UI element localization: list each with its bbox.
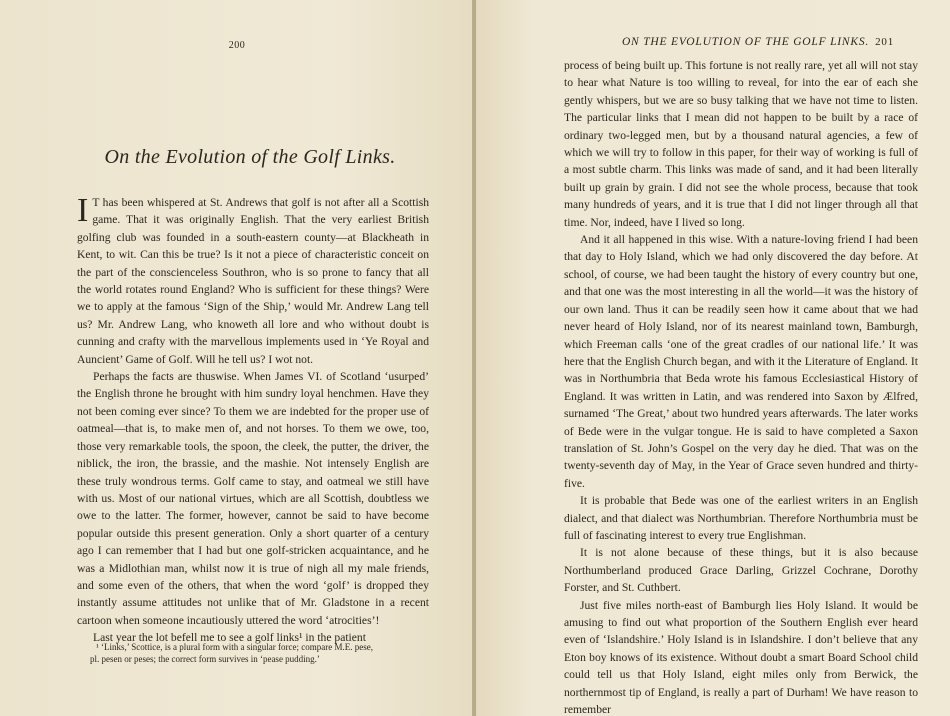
footnote-line-1: ¹ ‘Links,’ Scottice, is a plural form with a singular force; compare M.E. pese,	[96, 642, 373, 652]
drop-cap: I	[77, 192, 89, 229]
right-text-column	[564, 57, 918, 716]
right-paragraph-2: And it all happened in this wise. With a nature-loving friend I had been that day to Holy Island, which we had only discovered the day before. At school, of course, we had been taught the history of every country but one, and that one was the most interesting in all the world—it was the history of our own land. Thus it can be readily seen how it came about that we had never heard of Holy Island, nor of its nearest mainland town, Bamburgh, which Freeman calls ‘one of the great cradles of our national life.’ It was here that the English Church began, and with it the Literature of England. It was in Northumbria that Beda wrote his famous Ecclesiastical History of England. It was written in Latin, and was rendered into Saxon by Ælfred, surnamed ‘The Great,’ about two hundred years afterwards. The later works of Bede were in the vulgar tongue. He is said to have completed a Saxon translation of St. John’s Gospel on the very day he died. That was on the twenty-seventh day of May, in the Year of Grace seven hundred and thirty-five.	[564, 233, 918, 490]
right-paragraph-3: It is probable that Bede was one of the earliest writers in an English dialect, and that dialect was Northumbrian. Therefore Northumbria must be full of fascinating interest to every true Englishman.	[564, 494, 918, 542]
right-paragraph-5: Just five miles north-east of Bamburgh lies Holy Island. It would be amusing to find out what proportion of the Southern English ever heard even of ‘Islandshire.’ Holy Island is in Islandshire. I don’t believe that any Eton boy knows of its existence. Without doubt a smart Board School child could tell us that Holy Island, eight miles only from Berwick, the northernmost tip of England, is really a part of Durham! We have reason to remember	[564, 598, 918, 716]
paragraph-1	[77, 194, 429, 368]
page-number-right: 201	[875, 36, 894, 48]
page-number-left: 200	[228, 40, 246, 51]
left-page	[0, 0, 474, 716]
right-paragraph-1: process of being built up. This fortune is not really rare, yet all will not stay to hear what Nature is too willing to reveal, for into the ear of each she gently whispers, but we are so busy talking that we have not time to listen. The particular links that I mean did not happen to be built by a race of ordinary two-legged men, but by a thousand natural agencies, a few of which we will try to follow in this paper, for their way of working is full of a most subtle charm. This links was made of sand, and it had been literally built up grain by grain. I did not see the whole process, because that took many hundreds of years, and it is true that I did not linger through all that time. Nor, indeed, have I lived so long.	[564, 59, 918, 229]
right-paragraph-4: It is not alone because of these things, but it is also because Northumberland produced Grace Darling, Grizzel Cochrane, Dorothy Forster, and St. Cuthbert.	[564, 546, 918, 595]
paragraph-1-text: T has been whispered at St. Andrews that golf is not after all a Scottish game. That it was originally English. That the very earliest British golfing club was founded in a south-eastern county—at Blackheath in Kent, to wit. Can this be true? Is it not a piece of characteristic conceit on the part of the conscienceless Southron, who is so prone to fancy that all the world rotates round England? Who is sufficient for these things? Were we to apply at the famous ‘Sign of the Ship,’ would Mr. Andrew Lang tell us? Mr. Andrew Lang, who knoweth all lore and who without doubt is cunning and crafty with the marvellous implements used in ‘Ye Royal and Auncient’ Game of Golf. Will he tell us? I wot not.	[77, 196, 429, 366]
footnote	[90, 641, 430, 665]
chapter-title: On the Evolution of the Golf Links.	[104, 146, 396, 168]
footnote-line-2: pl. pesen or peses; the correct form survives in ‘pease pudding.’	[90, 654, 320, 664]
running-head	[564, 36, 894, 48]
left-text-column	[77, 194, 429, 647]
paragraph-2: Perhaps the facts are thuswise. When James VI. of Scotland ‘usurped’ the English throne he brought with him sundry loyal henchmen. Have they not been coming ever since? To them we are indebted for the proper use of oatmeal—that is, to make men of, and not horses. To them we owe, too, those very remarkable tools, the spoon, the cleek, the putter, the driver, the niblick, the iron, the brassie, and the mashie. Not intensely English are these truly wondrous terms. Golf came to stay, and oatmeal we still have with us. Most of our national virtues, which are all Scottish, doubtless we owe to the latter. The former, however, cannot be said to have become popular outside this present generation. Only a short quarter of a century ago I can remember that I had but one golf-stricken acquaintance, and he was a Midlothian man, whilst now it is true of nigh all my male friends, and some even of the others, that when the word ‘golf’ is dropped they instantly assume attitudes not unlike that of Mr. Gladstone in a recent cartoon when someone incautiously uttered the word ‘atrocities’!	[77, 370, 429, 627]
running-head-title: ON THE EVOLUTION OF THE GOLF LINKS.	[621, 36, 870, 48]
right-page	[476, 0, 950, 716]
paragraph-3: Last year the lot befell me to see a golf links¹ in the patient	[93, 631, 366, 645]
